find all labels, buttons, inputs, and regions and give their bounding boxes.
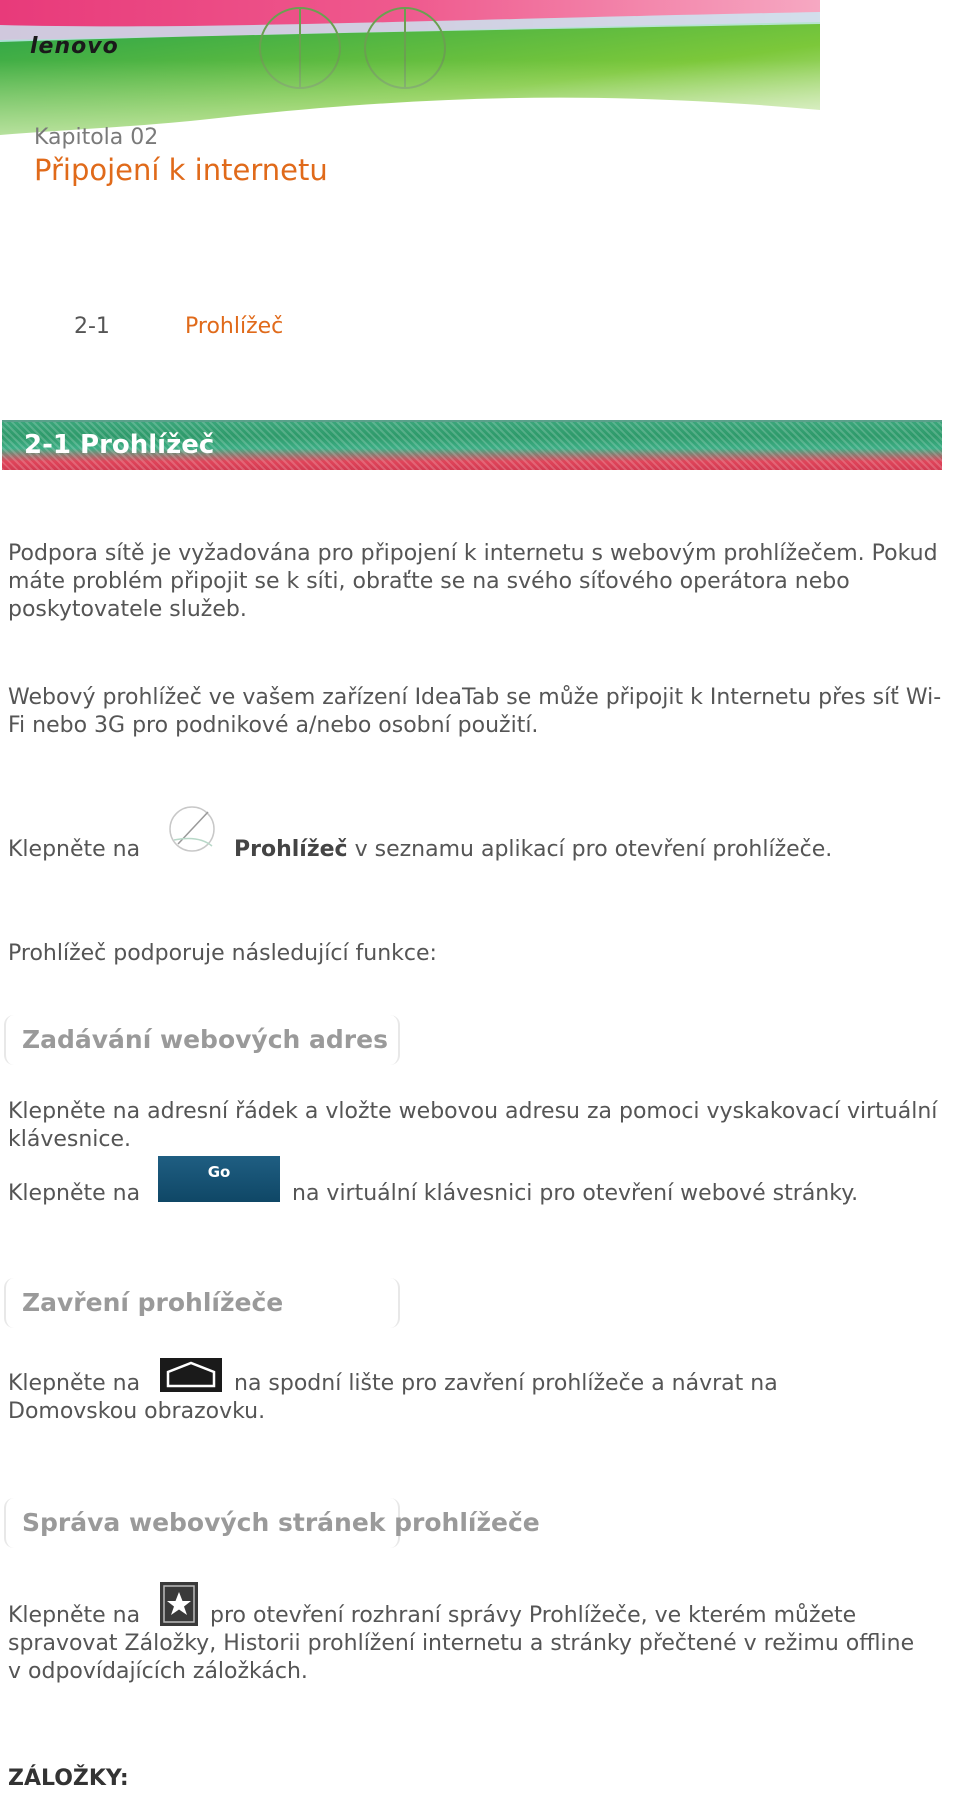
- intro-paragraph: Podpora sítě je vyžadována pro připojení k internetu s webovým prohlížečem. Pokud máte problém připojit se k síti, obraťte se na svého síťového operátora nebo poskytovatele služeb.: [8, 541, 938, 622]
- browser-bold-label: Prohlížeč: [234, 837, 348, 862]
- toc-link-browser[interactable]: Prohlížeč: [185, 314, 284, 339]
- addresses-paragraph: Klepněte na adresní řádek a vložte webovou adresu za pomoci vyskakovací virtuální klávesnice.: [8, 1099, 938, 1152]
- browser-app-icon: [164, 800, 220, 858]
- subsection-heading-box-addresses: [4, 1015, 400, 1065]
- go-tap-prefix: Klepněte na: [8, 1181, 141, 1206]
- browser-instruction: [234, 836, 832, 864]
- banner-artwork: [0, 0, 820, 225]
- close-tap-suffix-2: Domovskou obrazovku.: [8, 1399, 266, 1424]
- subsection-heading-box-manage: [4, 1498, 540, 1548]
- subsection-heading-addresses: Zadávání webových adres: [22, 1025, 388, 1054]
- manage-tap-suffix-3: v odpovídajících záložkách.: [8, 1659, 308, 1684]
- tap-prefix: Klepněte na: [8, 837, 141, 862]
- section-title: 2-1 Prohlížeč: [24, 430, 215, 460]
- home-icon: [160, 1358, 222, 1392]
- manage-tap-suffix-2: spravovat Záložky, Historii prohlížení internetu a stránky přečtené v režimu offline: [8, 1631, 915, 1656]
- manage-tap-prefix: Klepněte na: [8, 1603, 141, 1628]
- subsection-heading-box-close: [4, 1278, 400, 1328]
- section-header-bar: [2, 420, 942, 470]
- lenovo-logo: lenovo: [30, 34, 119, 59]
- features-paragraph: Prohlížeč podporuje následující funkce:: [8, 941, 437, 966]
- browser-suffix: v seznamu aplikací pro otevření prohlížeče.: [354, 837, 833, 862]
- chapter-banner: [0, 0, 820, 225]
- chapter-title: Připojení k internetu: [34, 153, 328, 187]
- subsection-heading-manage: Správa webových stránek prohlížeče: [22, 1508, 540, 1537]
- close-tap-prefix: Klepněte na: [8, 1371, 141, 1396]
- bookmark-star-icon: [160, 1582, 198, 1626]
- bookmarks-heading: ZÁLOŽKY:: [8, 1766, 129, 1791]
- manage-tap-suffix-1: pro otevření rozhraní správy Prohlížeče, ve kterém můžete: [210, 1603, 857, 1628]
- close-tap-suffix-1: na spodní lište pro zavření prohlížeče a návrat na: [234, 1371, 778, 1396]
- toc-number: 2-1: [74, 314, 110, 339]
- go-tap-suffix: na virtuální klávesnici pro otevření webové stránky.: [292, 1181, 859, 1206]
- chapter-label: Kapitola 02: [34, 125, 159, 150]
- subsection-heading-close: Zavření prohlížeče: [22, 1288, 284, 1317]
- wifi-paragraph: Webový prohlížeč ve vašem zařízení IdeaTab se může připojit k Internetu přes síť Wi-Fi nebo 3G pro podnikové a/nebo osobní použití.: [8, 685, 942, 738]
- go-button-icon: Go: [158, 1156, 280, 1202]
